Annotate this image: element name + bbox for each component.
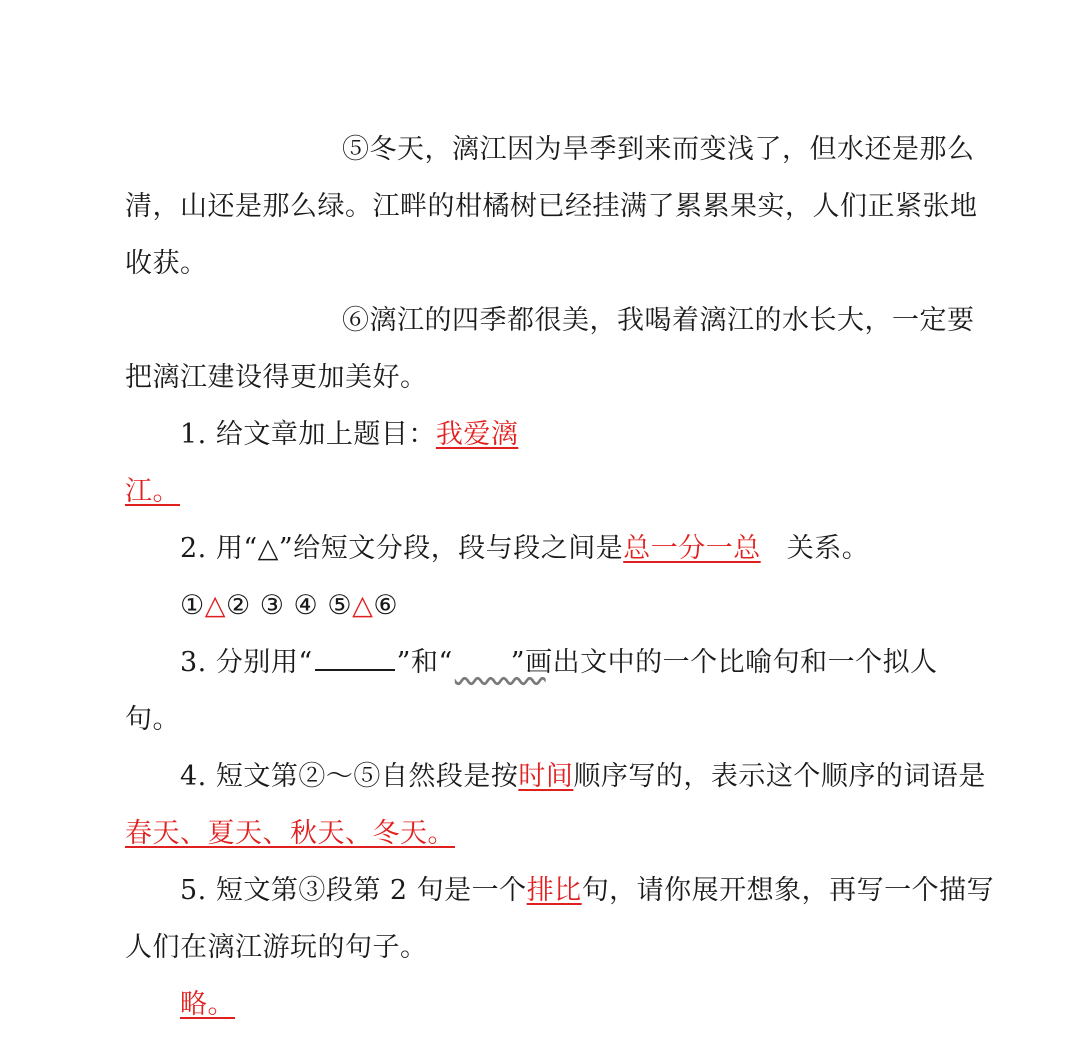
question-1-answer-part-1: 我爱漓 [435,419,519,450]
question-5-answer-1: 排比 [526,875,582,906]
question-2 [180,529,869,569]
question-4-prompt-after: 顺序写的，表示这个顺序的词语是 [573,761,986,792]
question-4-prompt-before: 4. 短文第②～⑤自然段是按 [180,761,519,792]
question-3-prompt-part-2: ”和“ [396,647,453,678]
question-2-answer [623,533,787,564]
triangle-mark-1: △ [204,590,226,621]
question-4-answer-1: 时间 [518,761,574,792]
question-2-prompt-after: 关系。 [786,533,870,564]
triangle-mark-2: △ [352,590,374,621]
question-5-prompt-after: 句，请你展开想象，再写一个描写 [581,875,995,906]
question-2-answer-text: 总一分一总 [623,533,761,564]
question-5 [180,871,994,911]
question-1 [180,415,518,455]
marks-2-to-5: ② ③ ④ ⑤ [225,590,353,621]
paragraph-5-line-3: 收获。 [125,248,208,279]
question-2-paragraph-marks [180,586,398,626]
question-3-prompt-part-3: ”画出文中的一个比喻句和一个拟人 [510,647,938,678]
question-3-prompt-part-1: 3. 分别用“ [180,647,313,678]
question-5-answer-line [180,985,235,1025]
question-5-line-2: 人们在漓江游玩的句子。 [125,932,428,963]
question-5-prompt-before: 5. 短文第③段第 2 句是一个 [180,875,527,906]
question-1-prompt: 1. 给文章加上题目： [180,419,436,450]
question-3 [180,643,938,683]
paragraph-5-line-2: 清，山还是那么绿。江畔的柑橘树已经挂满了累累果实，人们正紧张地 [125,191,978,222]
question-4-line-2 [125,814,455,854]
question-4 [180,757,986,797]
mark-1: ① [180,590,205,621]
question-1-answer-part-2: 江。 [125,476,180,507]
question-1-continued [125,472,180,512]
wavy-underline-sample [455,643,509,669]
question-3-line-2: 句。 [125,704,180,735]
paragraph-5-line-1: ⑤冬天，漓江因为旱季到来而变浅了，但水还是那么 [342,134,975,165]
straight-underline-sample [315,643,395,671]
question-5-answer-2: 略。 [180,989,235,1020]
question-4-answer-2: 春天、夏天、秋天、冬天。 [125,818,455,849]
question-2-prompt-before: 2. 用“△”给短文分段，段与段之间是 [180,533,624,564]
paragraph-6-line-1: ⑥漓江的四季都很美，我喝着漓江的水长大，一定要 [342,305,975,336]
mark-6: ⑥ [373,590,399,621]
paragraph-6-line-2: 把漓江建设得更加美好。 [125,362,428,393]
